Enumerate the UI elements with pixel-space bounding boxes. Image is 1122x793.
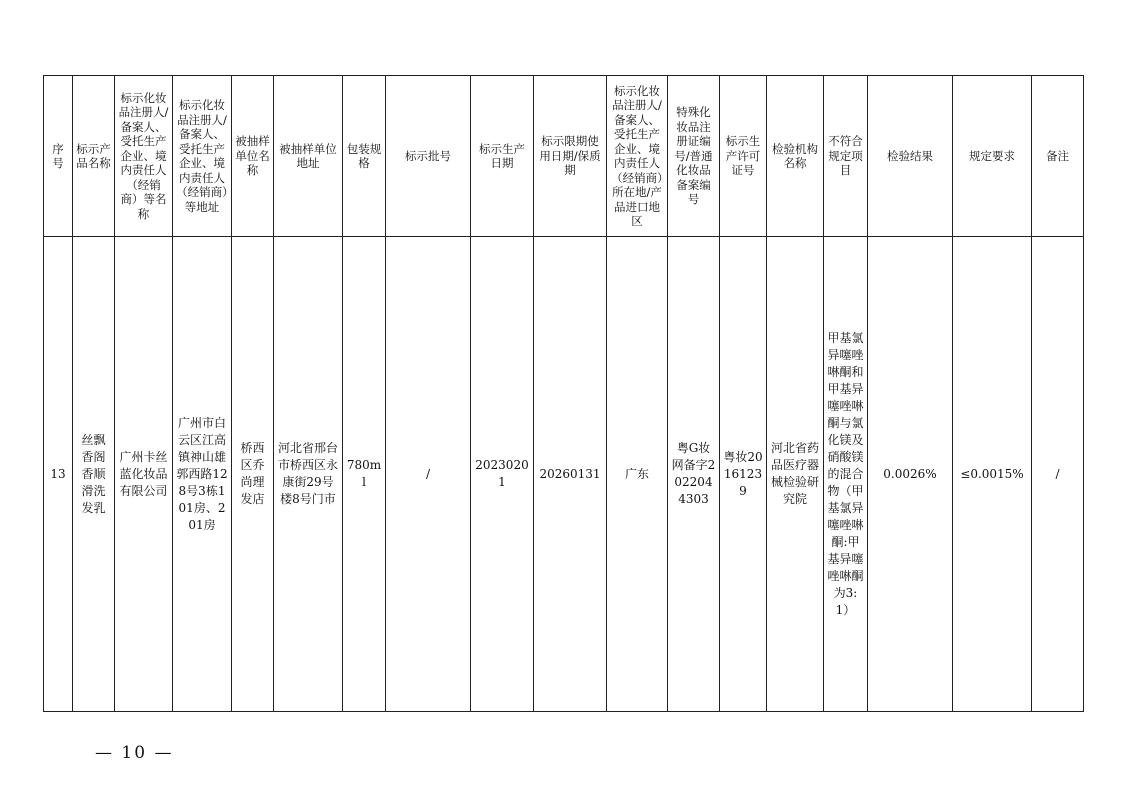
header-cell: 不符合规定项目	[824, 76, 868, 237]
header-cell: 特殊化妆品注册证编号/普通化妆品备案编号	[668, 76, 720, 237]
header-cell: 标示生产许可证号	[720, 76, 767, 237]
page-number: — 10 —	[95, 743, 174, 763]
inspection-results-table	[43, 75, 1084, 712]
location-cell: 广东	[607, 237, 668, 712]
header-cell: 标示限期使用日期/保质期	[534, 76, 607, 237]
header-cell: 检验机构名称	[767, 76, 824, 237]
header-cell: 标示批号	[386, 76, 471, 237]
header-cell: 被抽样单位名称	[232, 76, 274, 237]
header-cell: 标示生产日期	[471, 76, 534, 237]
header-cell: 序号	[44, 76, 73, 237]
package-spec-cell: 780ml	[343, 237, 386, 712]
header-cell: 规定要求	[953, 76, 1032, 237]
header-row	[44, 76, 1084, 237]
expiry-date-cell: 20260131	[534, 237, 607, 712]
company-address-cell: 广州市白云区江高镇神山雄郭西路128号3栋101房、201房	[173, 237, 232, 712]
header-cell: 标示化妆品注册人/备案人、受托生产企业、境内责任人（经销商）所在地/产品进口地区	[607, 76, 668, 237]
registration-number-cell: 粤G妆网备字2022044303	[668, 237, 720, 712]
header-cell: 检验结果	[868, 76, 953, 237]
sampled-unit-address-cell: 河北省邢台市桥西区永康街29号楼8号门市	[274, 237, 343, 712]
company-name-cell: 广州卡丝蓝化妆品有限公司	[115, 237, 173, 712]
header-cell: 标示化妆品注册人/备案人、受托生产企业、境内责任人（经销商）等地址	[173, 76, 232, 237]
header-cell: 包装规格	[343, 76, 386, 237]
production-date-cell: 20230201	[471, 237, 534, 712]
row-number-cell: 13	[44, 237, 73, 712]
product-name-cell: 丝飘香阁香顺滑洗发乳	[73, 237, 115, 712]
header-cell: 标示产品名称	[73, 76, 115, 237]
requirement-cell: ≤0.0015%	[953, 237, 1032, 712]
header-cell: 被抽样单位地址	[274, 76, 343, 237]
test-result-cell: 0.0026%	[868, 237, 953, 712]
header-cell: 标示化妆品注册人/备案人、受托生产企业、境内责任人（经销商）等名称	[115, 76, 173, 237]
header-cell: 备注	[1032, 76, 1084, 237]
license-number-cell: 粤妆20161239	[720, 237, 767, 712]
table-row	[44, 237, 1084, 712]
sampled-unit-name-cell: 桥西区乔尚理发店	[232, 237, 274, 712]
batch-number-cell: /	[386, 237, 471, 712]
nonconforming-item-cell: 甲基氯异噻唑啉酮和甲基异噻唑啉酮与氯化镁及硝酸镁的混合物（甲基氯异噻唑啉酮:甲基异噻唑啉酮为3:1）	[824, 237, 868, 712]
inspection-agency-cell: 河北省药品医疗器械检验研究院	[767, 237, 824, 712]
remarks-cell: /	[1032, 237, 1084, 712]
